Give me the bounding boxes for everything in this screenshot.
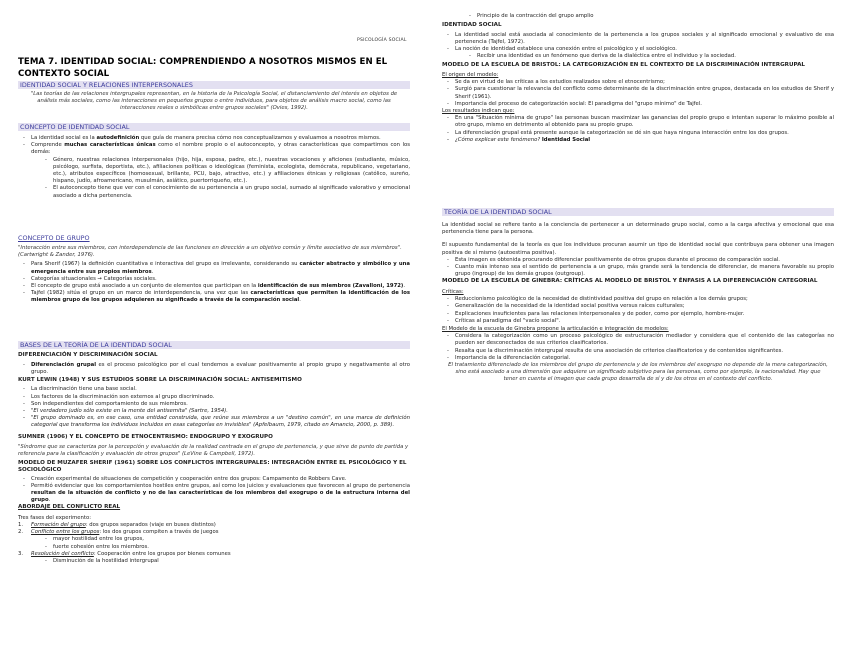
resultados-label: Los resultados indican que: <box>442 108 515 115</box>
sherif-list <box>18 476 410 505</box>
list-item: - Explicaciones insuficientes para las relaciones interpersonales y de poder, como por ejemplo, hombre-mujer. <box>442 311 834 318</box>
subheading-discriminacion: DIFERENCIACIÓN Y DISCRIMINACIÓN SOCIAL <box>18 352 158 358</box>
list-item: - Críticas al paradigma del "vacío social". <box>442 318 834 325</box>
list-item: - Tajfel (1982) sitúa el grupo en un marco de interdependencia, una vez que las características que permiten la identificación de los miembros grupo de los grupos adquieren su significado a través de la comparación social. <box>18 290 410 304</box>
page-title: TEMA 7. IDENTIDAD SOCIAL: COMPRENDIENDO A NOSOTROS MISMOS EN EL CONTEXTO SOCIAL <box>18 57 388 79</box>
sub-list-item: - Disminución de la hostilidad intergrupal <box>18 558 410 565</box>
fases-list <box>18 522 410 565</box>
list-item: - La noción de identidad establece una conexión entre el psicológico y el sociológico. <box>442 46 834 53</box>
modelo-list <box>442 333 834 362</box>
section-heading: BASES DE LA TEORÍA DE LA IDENTIDAD SOCIAL <box>18 341 410 349</box>
subheading-lewin: KURT LEWIN (1948) Y SUS ESTUDIOS SOBRE LA DISCRIMINACIÓN SOCIAL: ANTISEMITISMO <box>18 376 302 383</box>
course-header: PSICOLOGÍA SOCIAL <box>357 38 407 43</box>
list-item: - Permitió evidenciar que los comportamientos hostiles entre grupos, así como los juicios y evaluaciones que favorecen al grupo de pertenencia resultan de la situación de conflicto y no de las características de los miembros del exogrupo o de la estructura interna del grupo. <box>18 483 410 505</box>
section-heading: CONCEPTO DE GRUPO <box>18 234 90 242</box>
criticas-label: Críticas: <box>442 288 464 295</box>
list-item: - Los factores de la discriminación son externos al grupo discriminado. <box>18 394 410 401</box>
sub-list-item: - mayor hostilidad entre los grupos, <box>18 536 410 543</box>
section-bases <box>18 341 410 565</box>
list-item: - Esta imagen es obtenida procurando diferenciar positivamente de otros grupos durante el proceso de comparación social. <box>442 257 834 264</box>
list-item: 3. Resolución del conflicto: Cooperación entre los grupos por bienes comunes <box>18 551 410 558</box>
list-item: - Comprende muchas características únicas como el nombre propio o el autoconcepto, y otras características que compartimos con los demás: <box>18 142 410 156</box>
list-item: - Categorías situacionales → Categorías sociales. <box>18 276 410 283</box>
list-item: - Considera la categorización como un proceso psicológico de estructuración mediador y considera que el contenido de las categorías no pueden ser desconectados de sus criterios clasificatorios. <box>442 333 834 347</box>
subheading-abordaje: ABORDAJE DEL CONFLICTO REAL <box>18 504 121 511</box>
section-concepto-grupo <box>18 234 410 305</box>
sub-list-item: - Principio de la contracción del grupo amplio <box>442 13 834 20</box>
discrimination-list <box>18 362 410 376</box>
list-item: - Son independientes del comportamiento de sus miembros. <box>18 401 410 408</box>
fases-intro: Tres fases del experimento: <box>18 514 92 521</box>
origen-label: El origen del modelo: <box>442 72 499 79</box>
sub-list-item: - Recibir una identidad es un fenómeno que deriva de la dialéctica entre el individuo y la sociedad. <box>442 53 834 60</box>
list-item: - La diferenciación grupal está presente aunque la categorización se dé sin que haya ninguna interacción entre los dos grupos. <box>442 130 834 137</box>
section-heading: TEORÍA DE LA IDENTIDAD SOCIAL <box>442 208 834 216</box>
list-item: - En una "Situación mínima de grupo" las personas buscan maximizar las ganancias del propio grupo e intentan superar lo máximo posible al otro grupo, mismo en detrimento al obtenido para su propio grupo. <box>442 115 834 129</box>
subheading-sherif: MODELO DE MUZAFER SHERIF (1961) SOBRE LOS CONFLICTOS INTERGRUPALES: INTEGRACIÓN ENTRE EL PSICOLÓGICO Y EL SOCIOLÓGICO <box>18 459 407 474</box>
group-quote: "Interacción entre sus miembros, con interdependencia de las funciones en dirección a un objetivo común y límite asociativo de sus miembros". (Cartwright & Zander, 1976). <box>18 245 402 259</box>
identidad-list <box>442 32 834 61</box>
lewin-list <box>18 386 410 429</box>
criticas-list <box>442 296 834 325</box>
section-concepto-identidad <box>18 123 410 200</box>
subheading-identidad: IDENTIDAD SOCIAL <box>442 22 502 29</box>
list-item: - "El grupo dominado es, en ese caso, una entidad construida, que reúne sus miembros a un "destino común", en una marca de definición categorial que transforma los individuos incluidos en esas categorías en invisibles" (Apfelbaum, 1979, citado en Amancio, 2000, p. 389). <box>18 415 410 429</box>
group-list <box>18 261 410 304</box>
section-heading: CONCEPTO DE IDENTIDAD SOCIAL <box>18 123 410 131</box>
list-item: - Generalización de la necesidad de la identidad social positiva versus raíces culturales; <box>442 303 834 310</box>
identity-list <box>18 135 410 200</box>
section-relaciones <box>18 81 410 113</box>
continuation-list <box>442 13 834 20</box>
teoria-paragraph-1: La identidad social se refiere tanto a la conciencia de pertenecer a un determinado grupo social, como a la carga afectiva y emocional que esa pertenencia tiene para la persona. <box>442 222 834 236</box>
subheading-ginebra: MODELO DE LA ESCUELA DE GINEBRA: CRÍTICAS AL MODELO DE BRISTOL Y ÉNFASIS A LA DIFERENCIACIÓN CATEGORIAL <box>442 278 818 285</box>
list-item: - Reduccionismo psicológico de la necesidad de distintividad positiva del grupo en relación a los demás grupos; <box>442 296 834 303</box>
list-item: - Surgió para cuestionar la relevancia del conflicto como determinante de la discriminación entre grupos, destacada en los estudios de Sherif y Sherif (1961). <box>442 86 834 100</box>
list-item: - Creación experimental de situaciones de competición y cooperación entre dos grupos: Campamento de Robbers Cave. <box>18 476 410 483</box>
intro-quote: "Las teorías de las relaciones intergrupales representan, en la historia de la Psicología Social, el distanciamiento del interés en objetos de análisis más sociales, como las interacciones en pequeños grupos o entre individuos, para objetos de análisis macro social, como las interacciones reales o simbólicas entre grupos sociales" (Ovies, 1992). <box>30 91 398 112</box>
section-teoria <box>442 208 834 384</box>
list-item: - La identidad social está asociada al conocimiento de la pertenencia a los grupos sociales y al significado emocional y evaluativo de esa pertenencia (Tajfel, 1972). <box>442 32 834 46</box>
list-item: - El concepto de grupo está asociado a un conjunto de elementos que participan en la identificación de sus miembros (Zavalloni, 1972). <box>18 283 410 290</box>
list-item: - Importancia de la diferenciación categorial. <box>442 355 834 362</box>
list-item: - ¿Cómo explicar este fenómeno? Identidad Social <box>442 137 834 144</box>
list-item: - Diferenciación grupal es el proceso psicológico por el cual tendemos a evaluar positivamente al propio grupo y negativamente al otro grupo. <box>18 362 410 376</box>
subheading-bristol: MODELO DE LA ESCUELA DE BRISTOL: LA CATEGORIZACIÓN EN EL CONTEXTO DE LA DISCRIMINACIÓN INTERGRUPAL <box>442 61 805 68</box>
sub-list-item: - fuerte cohesión entre los miembros. <box>18 544 410 551</box>
teoria-paragraph-2: El supuesto fundamental de la teoría es que los individuos procuran asumir un tipo de identidad social que contribuya para obtener una imagen positiva de sí mismo (autoestima positiva). <box>442 242 834 256</box>
teoria-list <box>442 257 834 279</box>
modelo-label: El Modelo de la escuela de Ginebra propone la articulación e integración de modelos: <box>442 325 669 332</box>
section-heading: IDENTIDAD SOCIAL Y RELACIONES INTERPERSONALES <box>18 81 410 89</box>
right-top <box>442 13 834 144</box>
list-item: - Resalta que la discriminación intergrupal resulta de una asociación de criterios clasificatorios y de contenidos significantes. <box>442 348 834 355</box>
final-quote: El tratamiento diferenciado de los miembros del grupo de pertenencia y de los miembros del exogrupo no depende de la mera categorización, sino está asociado a una dimensión que adquiere un significado subjetivo para las personas, como por ejemplo, la nacionalidad. Hay que tener en cuenta el imagen que cada grupo desarrolla de sí y de los otros en el contexto del conflicto. <box>448 361 828 383</box>
list-item: - Cuanto más intenso sea el sentido de pertenencia a un grupo, más grande será la tendencia de diferenciar, de manera favorable su propio grupo (ingroup) de los demás grupos (outgroup). <box>442 264 834 278</box>
sub-list-item: - Género, nuestras relaciones interpersonales (hijo, hija, esposa, padre, etc.), nuestras vocaciones y aficiones (estudiante, músico, psicólogo, surfista, deportista, etc.), afiliaciones políticas o ideológicas (feminista, ecologista, demócrata, republicano, vegetariano, etc.), atributos específicos (homosexual, brillante, PCU, bajo, atractivo, etc.) y afiliaciones étnicas y religiosas (católico, sureño, hispano, judío, afroamericano, musulmán, asiático, puertorriqueño, etc.). <box>18 157 410 186</box>
list-item: - La discriminación tiene una base social. <box>18 386 410 393</box>
list-item: - Se da en virtud de las críticas a los estudios realizados sobre el etnocentrismo; <box>442 79 834 86</box>
sub-list-item: - El autoconcepto tiene que ver con el conocimiento de su pertenencia a un grupo social, sumado al significado valorativo y emocional asociado a dicha pertenencia. <box>18 185 410 199</box>
list-item: 1. Formación del grupo: dos grupos separados (viaje en buses distintos) <box>18 522 410 529</box>
list-item: - "El verdadero judío sólo existe en la mente del antisemita" (Sartre, 1954). <box>18 408 410 415</box>
subheading-sumner: SUMNER (1906) Y EL CONCEPTO DE ETNOCENTRISMO: ENDOGRUPO Y EXOGRUPO <box>18 433 273 440</box>
sumner-quote: "Síndrome que se caracteriza por la percepción y evaluación de la realidad centrada en el grupo de pertenencia, y que sirve de punto de partida y referencia para la clasificación y evaluación de otros grupos" (LeVine & Campbell, 1972). <box>18 444 409 458</box>
list-item: - Importancia del proceso de categorización social: El paradigma del "grupo mínimo" de Tajfel. <box>442 101 834 108</box>
origen-list <box>442 79 834 108</box>
list-item: 2. Conflicto entre los grupos: los dos grupos compiten a través de juegos <box>18 529 410 536</box>
list-item: - Para Sherif (1967) la definición cuantitativa e interactiva del grupo es irrelevante, considerando su carácter abstracto y simbólico y una emergencia entre sus propios miembros. <box>18 261 410 275</box>
resultados-list <box>442 115 834 144</box>
list-item: - La identidad social es la autodefinición que guía de manera precisa cómo nos conceptualizamos y evaluamos a nosotros mismos. <box>18 135 410 142</box>
